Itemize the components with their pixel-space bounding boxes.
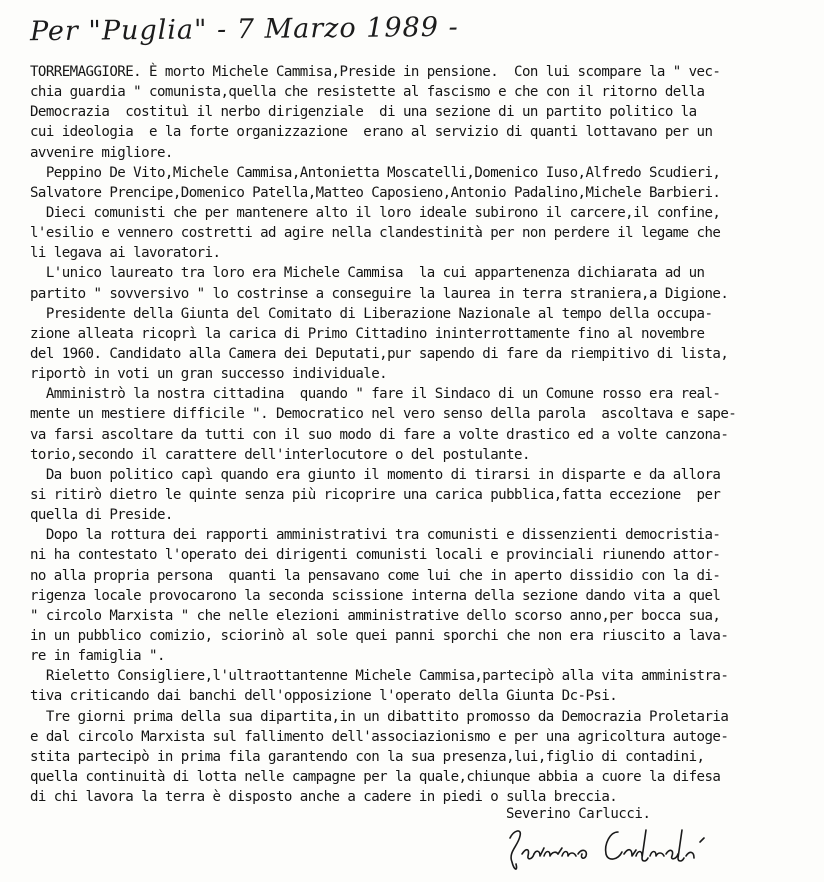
text-line: Dieci comunisti che per mantenere alto il loro ideale subirono il carcere,il confine, [30, 204, 721, 221]
text-line: avvenire migliore. [30, 144, 173, 161]
text-line: Presidente della Giunta del Comitato di Liberazione Nazionale al tempo della occupa- [30, 305, 713, 322]
article-body [30, 62, 814, 807]
text-line: cui ideologia e la forte organizzazione erano al servizio di quanti lottavano per un [30, 124, 713, 141]
text-line: Peppino De Vito,Michele Cammisa,Antonietta Moscatelli,Domenico Iuso,Alfredo Scudieri, [30, 164, 721, 181]
text-line: " circolo Marxista " che nelle elezioni amministrative dello scorso anno,per bocca sua, [30, 607, 721, 624]
text-line: stita partecipò in prima fila garantendo con la sua presenza,lui,figlio di contadini, [30, 748, 705, 765]
text-line: TORREMAGGIORE. È morto Michele Cammisa,Preside in pensione. Con lui scompare la " vec- [30, 64, 721, 80]
handwritten-signature [500, 818, 740, 876]
text-line: Da buon politico capì quando era giunto il momento di tirarsi in disparte e da allora [30, 466, 721, 483]
text-line: quella di Preside. [30, 507, 173, 524]
text-line: si ritirò dietro le quinte senza più ricoprire una carica pubblica,fatta eccezione per [30, 486, 721, 503]
text-line: no alla propria persona quanti la pensavano come lui che in aperto dissidio con la di- [30, 567, 721, 584]
text-line: Amministrò la nostra cittadina quando " fare il Sindaco di un Comune rosso era real- [30, 386, 721, 403]
text-line: rigenza locale provocarono la seconda scissione interna della sezione dando vita a quel [30, 587, 721, 604]
text-line: Tre giorni prima della sua dipartita,in un dibattito promosso da Democrazia Proletaria [30, 708, 729, 725]
text-line: torio,secondo il carattere dell'interlocutore o del postulante. [30, 446, 530, 463]
text-line: chia guardia " comunista,quella che resistette al fascismo e che con il ritorno della [30, 84, 705, 101]
text-line: Rieletto Consigliere,l'ultraottantenne Michele Cammisa,partecipò alla vita amministra- [30, 668, 729, 685]
typed-signature: Severino Carlucci. [506, 806, 651, 822]
text-line: riportò in voti un gran successo individuale. [30, 366, 388, 383]
text-line: Democrazia costituì il nerbo dirigenziale di una sezione di un partito politico la [30, 104, 697, 121]
text-line: re in famiglia ". [30, 648, 165, 665]
text-line: ni ha contestato l'operato dei dirigenti comunisti locali e provinciali riunendo attor- [30, 547, 721, 564]
text-line: del 1960. Candidato alla Camera dei Deputati,pur sapendo di fare da riempitivo di lista, [30, 345, 729, 362]
text-line: L'unico laureato tra loro era Michele Cammisa la cui appartenenza dichiarata ad un [30, 265, 705, 282]
text-line: in un pubblico comizio, sciorinò al sole quei panni sporchi che non era riuscito a lava- [30, 627, 729, 644]
text-line: li legava ai lavoratori. [30, 245, 221, 262]
text-line: quella continuità di lotta nelle campagne per la quale,chiunque abbia a cuore la difesa [30, 768, 721, 785]
text-line: di chi lavora la terra è disposto anche a cadere in piedi o sulla breccia. [30, 789, 618, 806]
text-line: va farsi ascoltare da tutti con il suo modo di fare a volte drastico ed a volte canzona- [30, 426, 729, 443]
text-line: e dal circolo Marxista sul fallimento dell'associazionismo e per una agricoltura autoge- [30, 728, 729, 745]
text-line: l'esilio e vennero costretti ad agire nella clandestinità per non perdere il legame che [30, 225, 721, 242]
handwritten-heading: Per "Puglia" - 7 Marzo 1989 - [29, 11, 459, 48]
text-line: zione alleata ricoprì la carica di Primo Cittadino ininterrottamente fino al novembre [30, 325, 705, 342]
text-line: Salvatore Prencipe,Domenico Patella,Matteo Caposieno,Antonio Padalino,Michele Barbieri. [30, 184, 721, 201]
text-line: mente un mestiere difficile ". Democratico nel vero senso della parola ascoltava e sape- [30, 406, 737, 423]
text-line: Dopo la rottura dei rapporti amministrativi tra comunisti e dissenzienti democristia- [30, 527, 721, 544]
text-line: partito " sovversivo " lo costrinse a conseguire la laurea in terra straniera,a Digione. [30, 285, 729, 302]
text-line: tiva criticando dai banchi dell'opposizione l'operato della Giunta Dc-Psi. [30, 688, 618, 705]
